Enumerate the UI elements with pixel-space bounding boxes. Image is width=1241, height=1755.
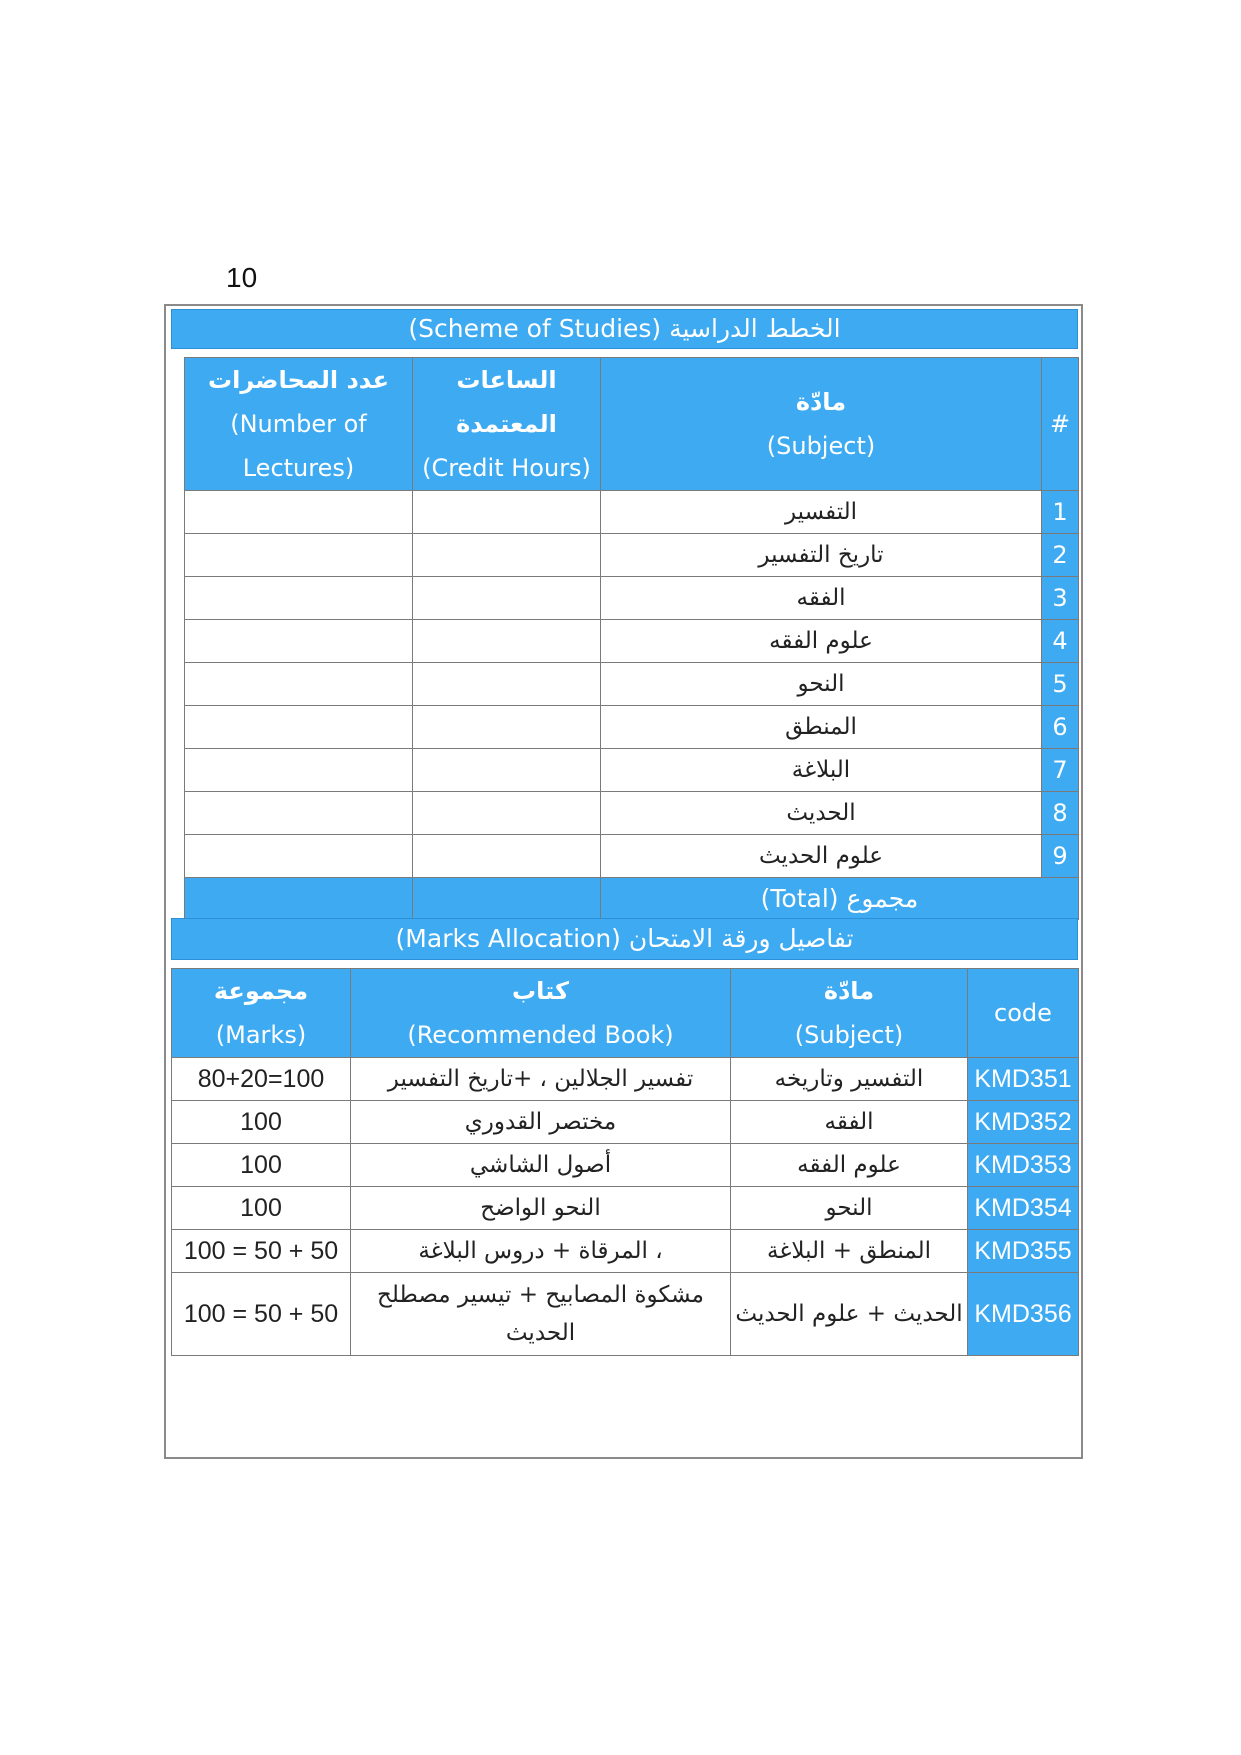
marks-header-ar: مجموعة	[213, 977, 309, 1005]
code-cell: KMD353	[968, 1144, 1079, 1187]
marks-cell: 100 = 50 + 50	[172, 1273, 351, 1356]
credit-cell	[413, 534, 601, 577]
marks-cell: 100	[172, 1187, 351, 1230]
credit-header-en: (Credit Hours)	[422, 454, 591, 482]
credit-cell	[413, 749, 601, 792]
credit-header-ar: الساعات المعتمدة	[456, 366, 557, 438]
lectures-cell	[185, 577, 413, 620]
table-row	[185, 792, 1079, 835]
subject-cell: علوم الفقه	[601, 620, 1042, 663]
marks-title-banner	[171, 918, 1078, 960]
code-cell: KMD352	[968, 1101, 1079, 1144]
marks-subject-header-en: (Subject)	[794, 1021, 904, 1049]
table-row	[185, 663, 1079, 706]
row-number: 1	[1042, 491, 1079, 534]
subject-cell: التفسير وتاريخه	[731, 1058, 968, 1101]
table-row	[185, 835, 1079, 878]
subject-header-en: (Subject)	[766, 432, 876, 460]
total-lectures-cell	[185, 878, 413, 920]
marks-header-row	[172, 969, 1079, 1058]
scheme-table	[184, 357, 1079, 920]
subject-cell: البلاغة	[601, 749, 1042, 792]
table-row	[172, 1273, 1079, 1356]
subject-cell: تاريخ التفسير	[601, 534, 1042, 577]
marks-table	[171, 968, 1079, 1356]
table-row	[172, 1058, 1079, 1101]
lectures-header-en2: Lectures)	[242, 454, 355, 482]
row-number: 2	[1042, 534, 1079, 577]
lectures-cell	[185, 706, 413, 749]
subject-cell: النحو	[601, 663, 1042, 706]
page-number: 10	[226, 262, 258, 293]
lectures-cell	[185, 663, 413, 706]
table-row	[185, 491, 1079, 534]
table-row	[185, 620, 1079, 663]
subject-cell: الفقه	[601, 577, 1042, 620]
subject-cell: النحو	[731, 1187, 968, 1230]
table-row	[185, 577, 1079, 620]
lectures-cell	[185, 749, 413, 792]
book-text: مشكوة المصابيح + تيسير مصطلح الحديث	[377, 1282, 704, 1346]
table-row	[172, 1187, 1079, 1230]
marks-subject-header	[731, 969, 968, 1058]
code-header: code	[968, 969, 1079, 1058]
total-credit-cell	[413, 878, 601, 920]
lectures-cell	[185, 491, 413, 534]
subject-cell: الفقه	[731, 1101, 968, 1144]
credit-cell	[413, 706, 601, 749]
lectures-cell	[185, 835, 413, 878]
book-cell: تفسير الجلالين ، +تاريخ التفسير	[351, 1058, 731, 1101]
total-row	[185, 878, 1079, 920]
credit-cell	[413, 620, 601, 663]
scheme-title-banner	[171, 309, 1078, 349]
credit-cell	[413, 663, 601, 706]
table-row	[185, 706, 1079, 749]
credit-cell	[413, 835, 601, 878]
marks-header	[172, 969, 351, 1058]
subject-cell: علوم الفقه	[731, 1144, 968, 1187]
book-cell	[351, 1273, 731, 1356]
row-number: 7	[1042, 749, 1079, 792]
row-number: 8	[1042, 792, 1079, 835]
row-number: 3	[1042, 577, 1079, 620]
row-number: 4	[1042, 620, 1079, 663]
marks-cell: 100 = 50 + 50	[172, 1230, 351, 1273]
book-header-ar: كتاب	[512, 977, 569, 1005]
lectures-cell	[185, 620, 413, 663]
subject-header	[601, 358, 1042, 491]
credit-cell	[413, 491, 601, 534]
number-header: #	[1042, 358, 1079, 491]
subject-cell: الحديث	[601, 792, 1042, 835]
marks-cell: 100	[172, 1144, 351, 1187]
table-row	[185, 749, 1079, 792]
credit-cell	[413, 577, 601, 620]
table-row	[172, 1230, 1079, 1273]
credit-cell	[413, 792, 601, 835]
marks-header-en: (Marks)	[215, 1021, 307, 1049]
table-row	[172, 1144, 1079, 1187]
lectures-header-ar: عدد المحاضرات	[207, 366, 390, 394]
marks-cell: 80+20=100	[172, 1058, 351, 1101]
subject-cell: المنطق	[601, 706, 1042, 749]
table-row	[185, 534, 1079, 577]
lectures-header	[185, 358, 413, 491]
subject-cell: المنطق + البلاغة	[731, 1230, 968, 1273]
lectures-cell	[185, 792, 413, 835]
marks-cell: 100	[172, 1101, 351, 1144]
subject-cell: الحديث + علوم الحديث	[731, 1273, 968, 1356]
row-number: 5	[1042, 663, 1079, 706]
scheme-title: (Scheme of Studies) الخطط الدراسية	[408, 314, 841, 343]
scheme-header-row	[185, 358, 1079, 491]
book-cell: مختصر القدوري	[351, 1101, 731, 1144]
lectures-cell	[185, 534, 413, 577]
book-cell: المرقاة + دروس البلاغة ،	[351, 1230, 731, 1273]
marks-title: (Marks Allocation) تفاصيل ورقة الامتحان	[395, 924, 854, 953]
row-number: 9	[1042, 835, 1079, 878]
book-cell: النحو الواضح	[351, 1187, 731, 1230]
book-header-en: (Recommended Book)	[407, 1021, 674, 1049]
book-cell: أصول الشاشي	[351, 1144, 731, 1187]
code-cell: KMD356	[968, 1273, 1079, 1356]
code-cell: KMD355	[968, 1230, 1079, 1273]
code-cell: KMD354	[968, 1187, 1079, 1230]
code-cell: KMD351	[968, 1058, 1079, 1101]
row-number: 6	[1042, 706, 1079, 749]
subject-cell: التفسير	[601, 491, 1042, 534]
subject-header-ar: مادّة	[795, 388, 847, 416]
marks-subject-header-ar: مادّة	[823, 977, 875, 1005]
lectures-header-en1: (Number of	[230, 410, 367, 438]
table-row	[172, 1101, 1079, 1144]
book-header	[351, 969, 731, 1058]
total-label: (Total) مجموع	[601, 878, 1079, 920]
subject-cell: علوم الحديث	[601, 835, 1042, 878]
credit-header	[413, 358, 601, 491]
